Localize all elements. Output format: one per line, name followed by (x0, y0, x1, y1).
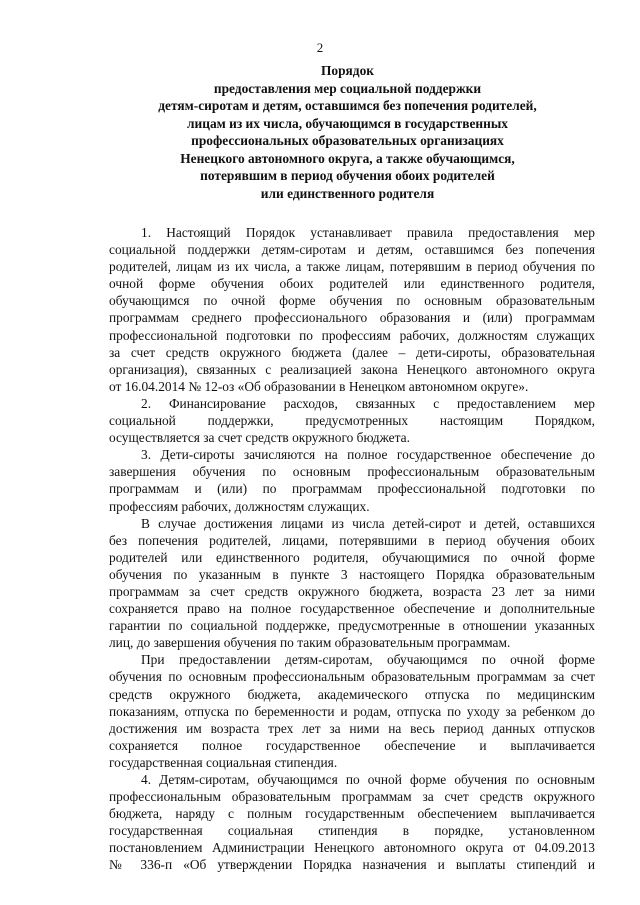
text-line: родителей, лицам из их числа, а также лицам, потерявшим в период обучения по (109, 259, 595, 275)
paragraph-3 (109, 446, 595, 514)
paragraph-2 (109, 395, 595, 446)
text-line: за счет средств окружного бюджета (далее – дети-сироты, образовательная (109, 344, 595, 360)
text-line: показаниям, отпуска по беременности и родам, отпуска по уходу за ребенком до (109, 703, 595, 719)
page-number: 2 (316, 40, 324, 55)
title-line: профессиональных образовательных организациях (191, 133, 504, 148)
title-line: Ненецкого автономного округа, а также обучающимся, (180, 150, 515, 166)
text-line: бюджета, наряду с полным государственным обеспечением выплачивается (109, 806, 595, 822)
text-line: гарантии по социальной поддержке, предусмотренные в отношении указанных (109, 618, 595, 634)
text-line: родителей или единственного родителя, обучающимися по очной форме (109, 549, 595, 565)
title-line: предоставления мер социальной поддержки (213, 80, 482, 96)
title-line: Порядок (321, 63, 374, 78)
text-line: достижения им возраста трех лет за ними на весь период данных отпусков (109, 720, 595, 736)
text-line: от 16.04.2014 № 12-оз «Об образовании в Ненецком автономном округе». (109, 378, 529, 394)
document-body (109, 224, 595, 874)
text-line: сохраняется полное государственное обеспечение и выплачивается (109, 737, 595, 753)
document-title (60, 62, 635, 202)
paragraph-1 (109, 224, 595, 395)
text-line: обучения по указанным в пункте 3 настоящего Порядка образовательным (109, 566, 595, 582)
text-line: государственная социальная стипендия в порядке, установленном (109, 823, 595, 839)
text-line: постановлением Администрации Ненецкого автономного округа от 04.09.2013 (109, 840, 595, 856)
text-line: организация), связанных с реализацией закона Ненецкого автономного округа (109, 361, 595, 377)
text-line: программам за счет средств окружного бюджета, возраста 23 лет за ними (109, 583, 595, 599)
text-line: программам и (или) по программам профессиональной подготовки по (109, 481, 595, 497)
text-line: 1. Настоящий Порядок устанавливает правила предоставления мер (141, 225, 595, 240)
paragraph-4 (109, 515, 595, 652)
paragraph-6 (109, 771, 595, 874)
text-line: профессиональной подготовки по профессиям рабочих, должностям служащих (109, 327, 595, 343)
text-line: осуществляется за счет средств окружного бюджета. (109, 430, 410, 446)
text-line: 4. Детям-сиротам, обучающимся по очной форме обучения по основным (141, 772, 595, 787)
text-line: сохраняется право на полное государственное обеспечение и дополнительные (109, 601, 595, 617)
text-line: обучения по основным профессиональным образовательным программам за счет (109, 669, 595, 685)
text-line: профессиям рабочих, должностям служащих. (109, 498, 370, 514)
text-line: 3. Дети-сироты зачисляются на полное государственное обеспечение до (141, 447, 595, 463)
text-line: социальной поддержки, предусмотренных настоящим Порядком, (109, 413, 595, 429)
text-line: профессиональным образовательным программам за счет средств окружного (109, 789, 595, 805)
text-line: государственная социальная стипендия. (109, 754, 338, 770)
text-line: программам среднего профессионального образования и (или) программам (109, 310, 595, 326)
text-line: лиц, до завершения обучения по таким образовательным программам. (109, 635, 511, 651)
paragraph-5 (109, 651, 595, 771)
text-line: № 336-п «Об утверждении Порядка назначения и выплаты стипендий и (109, 857, 595, 873)
text-line: очной форме обучения обоих родителей или единственного родителя, (109, 276, 595, 292)
title-line: потерявшим в период обучения обоих родителей (200, 168, 495, 183)
text-line: 2. Финансирование расходов, связанных с предоставлением мер (141, 395, 595, 411)
text-line: При предоставлении детям-сиротам, обучающимся по очной форме (141, 652, 595, 668)
text-line: средств окружного бюджета, академического отпуска по медицинским (109, 686, 595, 702)
text-line: без попечения родителей, лицами, потерявшими в период обучения обоих (109, 532, 595, 548)
text-line: социальной поддержки детям-сиротам и детям, оставшимся без попечения (109, 242, 595, 258)
title-line: детям-сиротам и детям, оставшимся без попечения родителей, (158, 98, 537, 113)
text-line: обучающимся по очной форме обучения по основным образовательным (109, 293, 595, 309)
title-line: лицам из их числа, обучающимся в государственных (187, 115, 508, 131)
text-line: завершения обучения по основным профессиональным образовательным (109, 464, 595, 480)
title-line: или единственного родителя (260, 185, 435, 201)
text-line: В случае достижения лицами из числа детей-сирот и детей, оставшихся (141, 515, 595, 531)
